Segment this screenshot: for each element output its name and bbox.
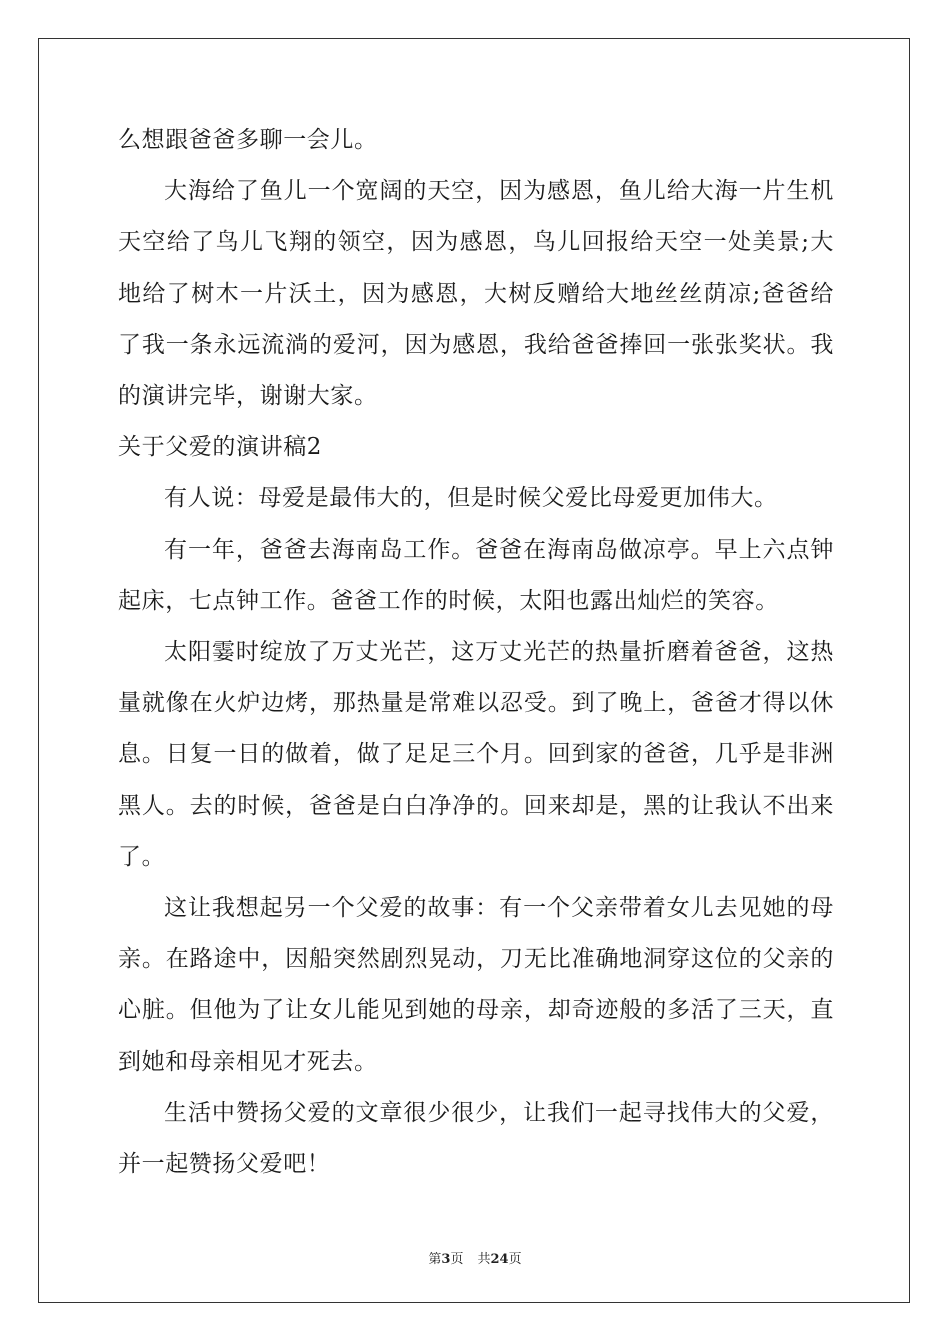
section-heading: 关于父爱的演讲稿2 <box>118 434 323 461</box>
page-prefix: 第 <box>428 1252 442 1267</box>
total-pages: 24 <box>490 1252 509 1267</box>
paragraph-story: 这让我想起另一个父爱的故事：有一个父亲带着女儿去见她的母亲。在路途中，因船突然剧烈晃动，刀无比准确地洞穿这位的父亲的心脏。但他为了让女儿能见到她的母亲，却奇迹般的多活了三天，直到她和母亲相见才死去。 <box>118 895 834 1075</box>
total-prefix: 共 <box>477 1252 491 1267</box>
page-footer <box>0 1248 950 1267</box>
paragraph-intro: 有人说：母爱是最伟大的，但是时候父爱比母爱更加伟大。 <box>164 485 778 512</box>
document-body <box>118 115 834 1190</box>
paragraph-conclusion: 生活中赞扬父爱的文章很少很少，让我们一起寻找伟大的父爱，并一起赞扬父爱吧！ <box>118 1099 834 1178</box>
page-number: 3 <box>441 1252 451 1267</box>
total-suffix: 页 <box>508 1252 522 1267</box>
paragraph-sun: 太阳霎时绽放了万丈光芒，这万丈光芒的热量折磨着爸爸，这热量就像在火炉边烤，那热量是常难以忍受。到了晚上，爸爸才得以休息。日复一日的做着，做了足足三个月。回到家的爸爸，几乎是非洲黑人。去的时候，爸爸是白白净净的。回来却是，黑的让我认不出来了。 <box>118 639 834 870</box>
paragraph-closing-speech: 大海给了鱼儿一个宽阔的天空，因为感恩，鱼儿给大海一片生机天空给了鸟儿飞翔的领空，因为感恩，鸟儿回报给天空一处美景;大地给了树木一片沃土，因为感恩，大树反赠给大地丝丝荫凉;爸爸给了我一条永远流淌的爱河，因为感恩，我给爸爸捧回一张张奖状。我的演讲完毕，谢谢大家。 <box>118 178 834 410</box>
paragraph-continuation: 么想跟爸爸多聊一会儿。 <box>118 127 378 153</box>
page-suffix: 页 <box>450 1252 464 1267</box>
paragraph-hainan: 有一年，爸爸去海南岛工作。爸爸在海南岛做凉亭。早上六点钟起床，七点钟工作。爸爸工作的时候，太阳也露出灿烂的笑容。 <box>118 536 834 614</box>
